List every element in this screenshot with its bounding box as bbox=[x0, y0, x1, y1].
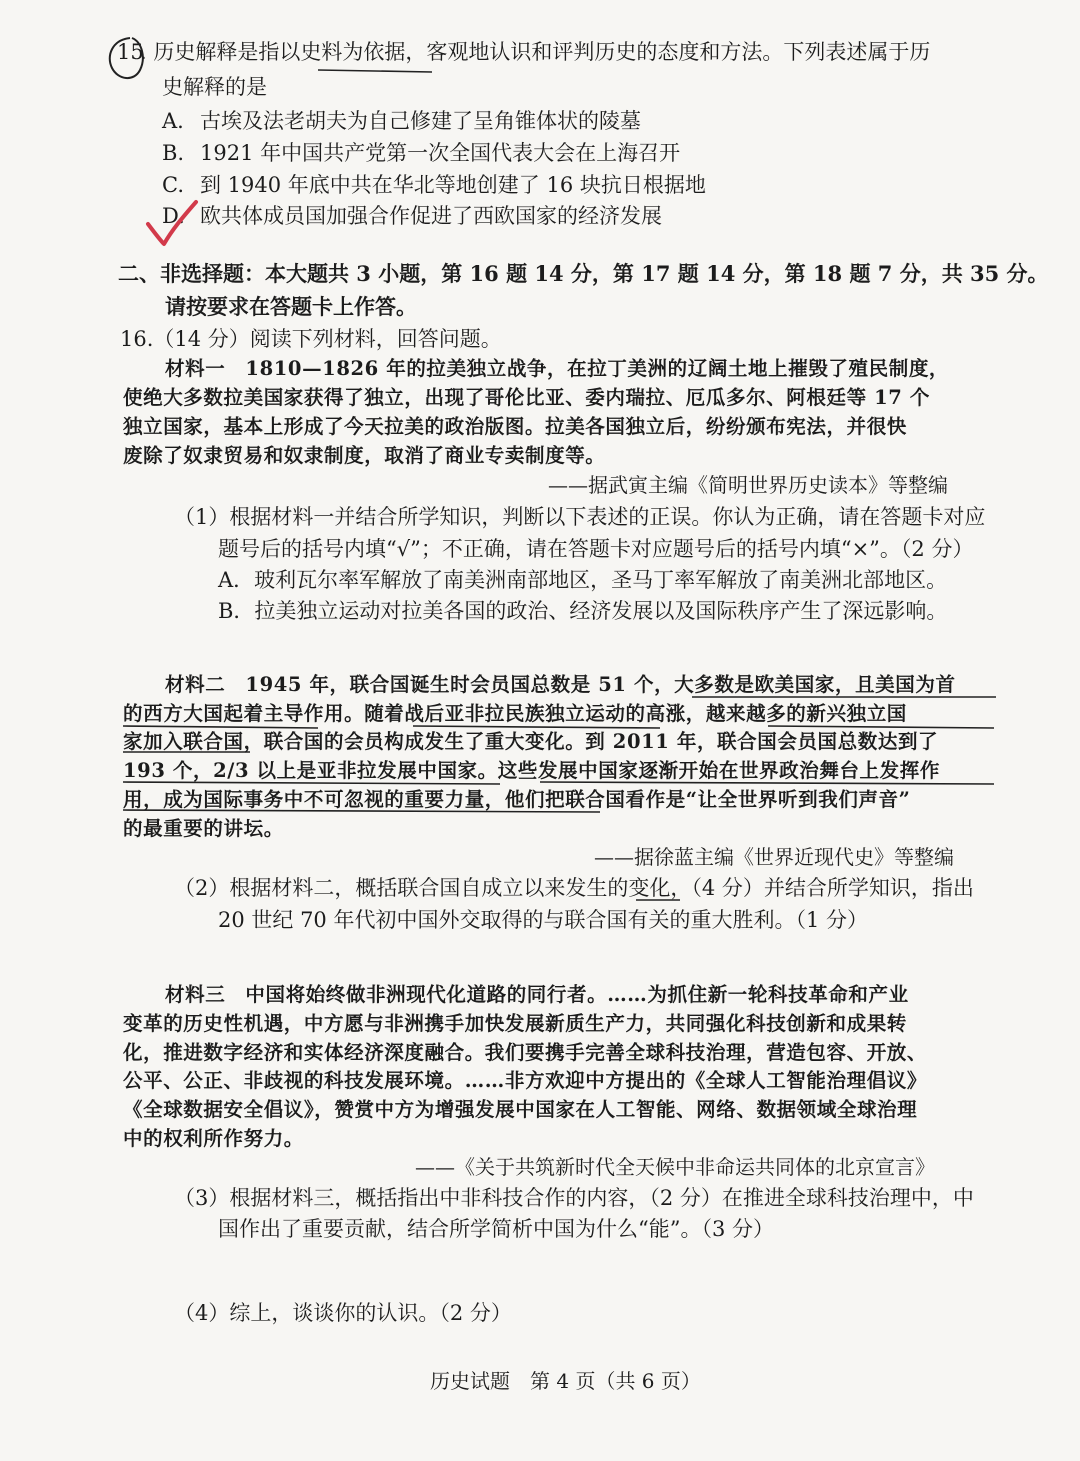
q15-stem-line-1: . 历史解释是指以史料为依据，客观地认识和评判历史的态度和方法。下列表述属于历 bbox=[140, 40, 931, 64]
material-2-line: 的最重要的讲坛。 bbox=[123, 817, 284, 840]
q15-option-c-label: C. bbox=[162, 173, 184, 197]
part-2-line: （2）根据材料二，概括联合国自成立以来发生的变化，（4 分）并结合所学知识，指出 bbox=[174, 876, 974, 900]
part-2-line: 20 世纪 70 年代初中国外交取得的与联合国有关的重大胜利。（1 分） bbox=[218, 908, 869, 932]
material-3-line: 《全球数据安全倡议》，赞赏中方为增强发展中国家在人工智能、网络、数据领域全球治理 bbox=[123, 1098, 918, 1121]
part-4-line: （4）综上，谈谈你的认识。（2 分） bbox=[174, 1301, 512, 1325]
material-2-line: 材料二 1945 年，联合国诞生时会员国总数是 51 个，大多数是欧美国家，且美国为首 bbox=[165, 673, 956, 696]
q15-option-a-label: A. bbox=[162, 109, 184, 133]
section2-heading: 二、非选择题：本大题共 3 小题，第 16 题 14 分，第 17 题 14 分，第 18 题 7 分，共 35 分。 bbox=[118, 261, 1049, 286]
q16-header: 16.（14 分）阅读下列材料，回答问题。 bbox=[120, 327, 502, 351]
material-2-line: 用，成为国际事务中不可忽视的重要力量，他们把联合国看作是“让全世界听到我们声音” bbox=[123, 788, 911, 811]
material-3-line: 材料三 中国将始终做非洲现代化道路的同行者。……为抓住新一轮科技革命和产业 bbox=[165, 983, 909, 1006]
material-2-line: 家加入联合国，联合国的会员构成发生了重大变化。到 2011 年，联合国会员国总数达到了 bbox=[123, 730, 939, 753]
q15-option-d-text: 欧共体成员国加强合作促进了西欧国家的经济发展 bbox=[200, 204, 662, 228]
q15-number: 15 bbox=[117, 40, 144, 64]
material-2-source: ——据徐蓝主编《世界近现代史》等整编 bbox=[594, 845, 954, 869]
section2-instruction: 请按要求在答题卡上作答。 bbox=[165, 294, 417, 319]
part-3-line: 国作出了重要贡献，结合所学简析中国为什么“能”。（3 分） bbox=[218, 1217, 775, 1241]
part-1-line: 题号后的括号内填“√”；不正确，请在答题卡对应题号后的括号内填“×”。（2 分） bbox=[218, 537, 974, 561]
material-3-line: 公平、公正、非歧视的科技发展环境。……非方欢迎中方提出的《全球人工智能治理倡议》 bbox=[123, 1069, 928, 1092]
q15-stem-line-2: 史解释的是 bbox=[162, 75, 267, 99]
material-1-line: 材料一 1810—1826 年的拉美独立战争，在拉丁美洲的辽阔土地上摧毁了殖民制度， bbox=[165, 357, 950, 380]
part-1-option-a: A．玻利瓦尔率军解放了南美洲南部地区，圣马丁率军解放了南美洲北部地区。 bbox=[218, 568, 948, 592]
material-3-source: ——《关于共筑新时代全天候中非命运共同体的北京宣言》 bbox=[415, 1155, 935, 1179]
page-footer: 历史试题 第 4 页（共 6 页） bbox=[430, 1369, 701, 1393]
q15-option-d-label: D. bbox=[162, 204, 185, 228]
part-3-line: （3）根据材料三，概括指出中非科技合作的内容，（2 分）在推进全球科技治理中，中 bbox=[174, 1186, 974, 1210]
material-3-line: 化，推进数字经济和实体经济深度融合。我们要携手完善全球科技治理，营造包容、开放、 bbox=[123, 1041, 928, 1064]
q15-option-b-text: 1921 年中国共产党第一次全国代表大会在上海召开 bbox=[200, 141, 681, 165]
q15-option-c-text: 到 1940 年底中共在华北等地创建了 16 块抗日根据地 bbox=[200, 173, 706, 197]
material-1-line: 废除了奴隶贸易和奴隶制度，取消了商业专卖制度等。 bbox=[123, 444, 606, 467]
underline-mark bbox=[318, 70, 432, 72]
material-2-line: 193 个，2/3 以上是亚非拉发展中国家。这些发展中国家逐渐开始在世界政治舞台上发挥作 bbox=[123, 759, 940, 782]
material-1-line: 使绝大多数拉美国家获得了独立，出现了哥伦比亚、委内瑞拉、厄瓜多尔、阿根廷等 17 个 bbox=[123, 386, 930, 409]
part-1-option-b: B．拉美独立运动对拉美各国的政治、经济发展以及国际秩序产生了深远影响。 bbox=[218, 599, 948, 623]
material-1-source: ——据武寅主编《简明世界历史读本》等整编 bbox=[548, 473, 948, 497]
q15-option-b-label: B. bbox=[162, 141, 185, 165]
part-1-line: （1）根据材料一并结合所学知识，判断以下表述的正误。你认为正确，请在答题卡对应 bbox=[174, 505, 986, 529]
material-3-line: 中的权利所作努力。 bbox=[123, 1127, 304, 1150]
q15-option-a-text: 古埃及法老胡夫为自己修建了呈角锥体状的陵墓 bbox=[200, 109, 641, 133]
material-3-line: 变革的历史性机遇，中方愿与非洲携手加快发展新质生产力，共同强化科技创新和成果转 bbox=[123, 1012, 907, 1035]
material-1-line: 独立国家，基本上形成了今天拉美的政治版图。拉美各国独立后，纷纷颁布宪法，并很快 bbox=[123, 415, 907, 438]
material-2-line: 的西方大国起着主导作用。随着战后亚非拉民族独立运动的高涨，越来越多的新兴独立国 bbox=[123, 702, 907, 725]
